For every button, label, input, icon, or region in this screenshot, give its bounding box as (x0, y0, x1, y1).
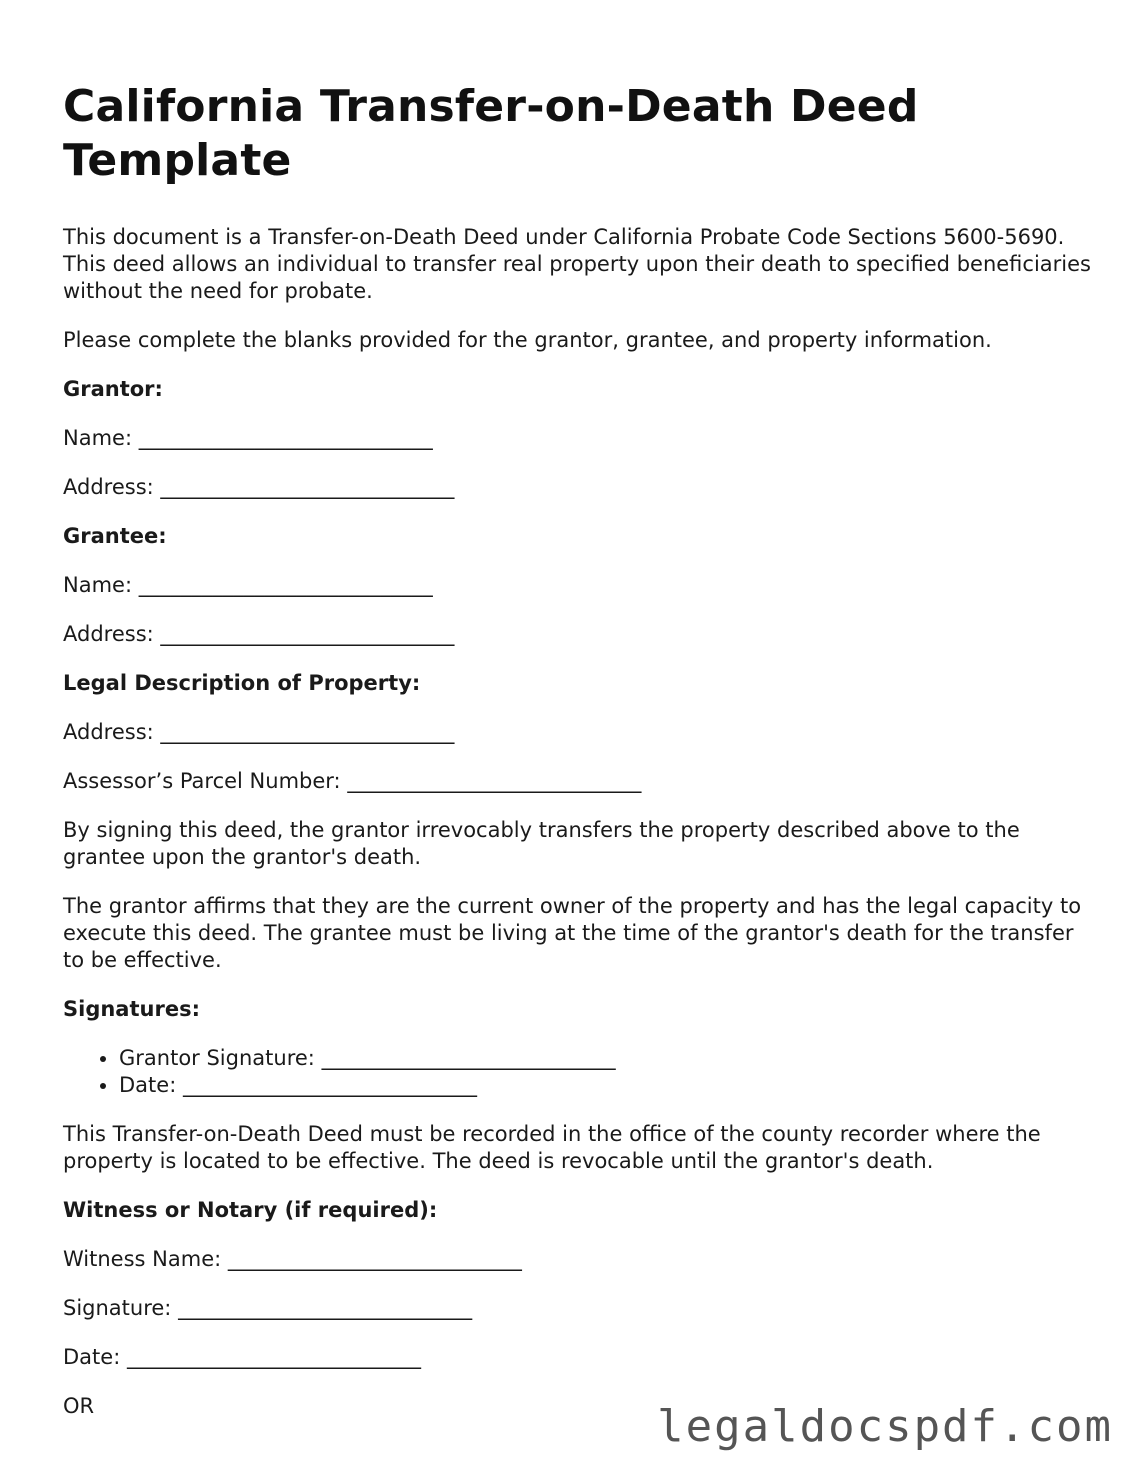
grantee-address-field[interactable] (63, 621, 1093, 648)
affirmation-paragraph: The grantor affirms that they are the current owner of the property and has the legal capacity to execute this deed. The grantee must be living at the time of the grantor's death for the transfer to be effective. (63, 894, 1082, 972)
parcel-number-blank[interactable]: ____________________________ (347, 769, 642, 793)
parcel-number-field[interactable] (63, 768, 1093, 795)
witness-date-field[interactable] (63, 1344, 1093, 1371)
property-address-label: Address: (63, 720, 154, 744)
grantee-name-blank[interactable]: ____________________________ (138, 573, 433, 597)
grantee-name-label: Name: (63, 573, 133, 597)
signatures-heading: Signatures: (63, 997, 200, 1021)
signatures-list (63, 1045, 1093, 1099)
witness-date-label: Date: (63, 1345, 121, 1369)
grantor-name-blank[interactable]: ____________________________ (138, 426, 433, 450)
witness-signature-blank[interactable]: ____________________________ (178, 1296, 473, 1320)
signature-date-blank[interactable]: ____________________________ (182, 1073, 477, 1097)
witness-name-label: Witness Name: (63, 1247, 222, 1271)
witness-name-blank[interactable]: ____________________________ (227, 1247, 522, 1271)
witness-signature-label: Signature: (63, 1296, 172, 1320)
or-text: OR (63, 1394, 95, 1418)
grantee-heading: Grantee: (63, 524, 167, 548)
grantor-address-field[interactable] (63, 474, 1093, 501)
witness-heading: Witness or Notary (if required): (63, 1198, 438, 1222)
witness-name-field[interactable] (63, 1246, 1093, 1273)
instructions-paragraph: Please complete the blanks provided for the grantor, grantee, and property information. (63, 328, 992, 352)
grantee-address-label: Address: (63, 622, 154, 646)
grantor-address-blank[interactable]: ____________________________ (160, 475, 455, 499)
witness-date-blank[interactable]: ____________________________ (126, 1345, 421, 1369)
grantor-signature-blank[interactable]: ____________________________ (321, 1046, 616, 1070)
grantee-name-field[interactable] (63, 572, 1093, 599)
document-page (63, 80, 1093, 1420)
grantor-address-label: Address: (63, 475, 154, 499)
grantor-signature-label: Grantor Signature: (119, 1046, 315, 1070)
signature-date-label: Date: (119, 1073, 177, 1097)
property-address-blank[interactable]: ____________________________ (160, 720, 455, 744)
grantor-heading: Grantor: (63, 377, 163, 401)
watermark: legaldocspdf.com (657, 1401, 1113, 1452)
document-title: California Transfer-on-Death Deed Template (63, 81, 919, 186)
signature-date-item[interactable] (119, 1072, 1093, 1099)
grantor-name-label: Name: (63, 426, 133, 450)
property-heading: Legal Description of Property: (63, 671, 421, 695)
grantor-signature-item[interactable] (119, 1045, 1093, 1072)
property-address-field[interactable] (63, 719, 1093, 746)
grantee-address-blank[interactable]: ____________________________ (160, 622, 455, 646)
recording-note: This Transfer-on-Death Deed must be recorded in the office of the county recorder where the property is located to be effective. The deed is revocable until the grantor's death. (63, 1122, 1041, 1173)
intro-paragraph: This document is a Transfer-on-Death Deed under California Probate Code Sections 5600-5690. This deed allows an individual to transfer real property upon their death to specified beneficiaries without the need for probate. (63, 225, 1091, 303)
parcel-number-label: Assessor’s Parcel Number: (63, 769, 341, 793)
witness-signature-field[interactable] (63, 1295, 1093, 1322)
grantor-name-field[interactable] (63, 425, 1093, 452)
transfer-statement: By signing this deed, the grantor irrevocably transfers the property described above to the grantee upon the grantor's death. (63, 818, 1020, 869)
